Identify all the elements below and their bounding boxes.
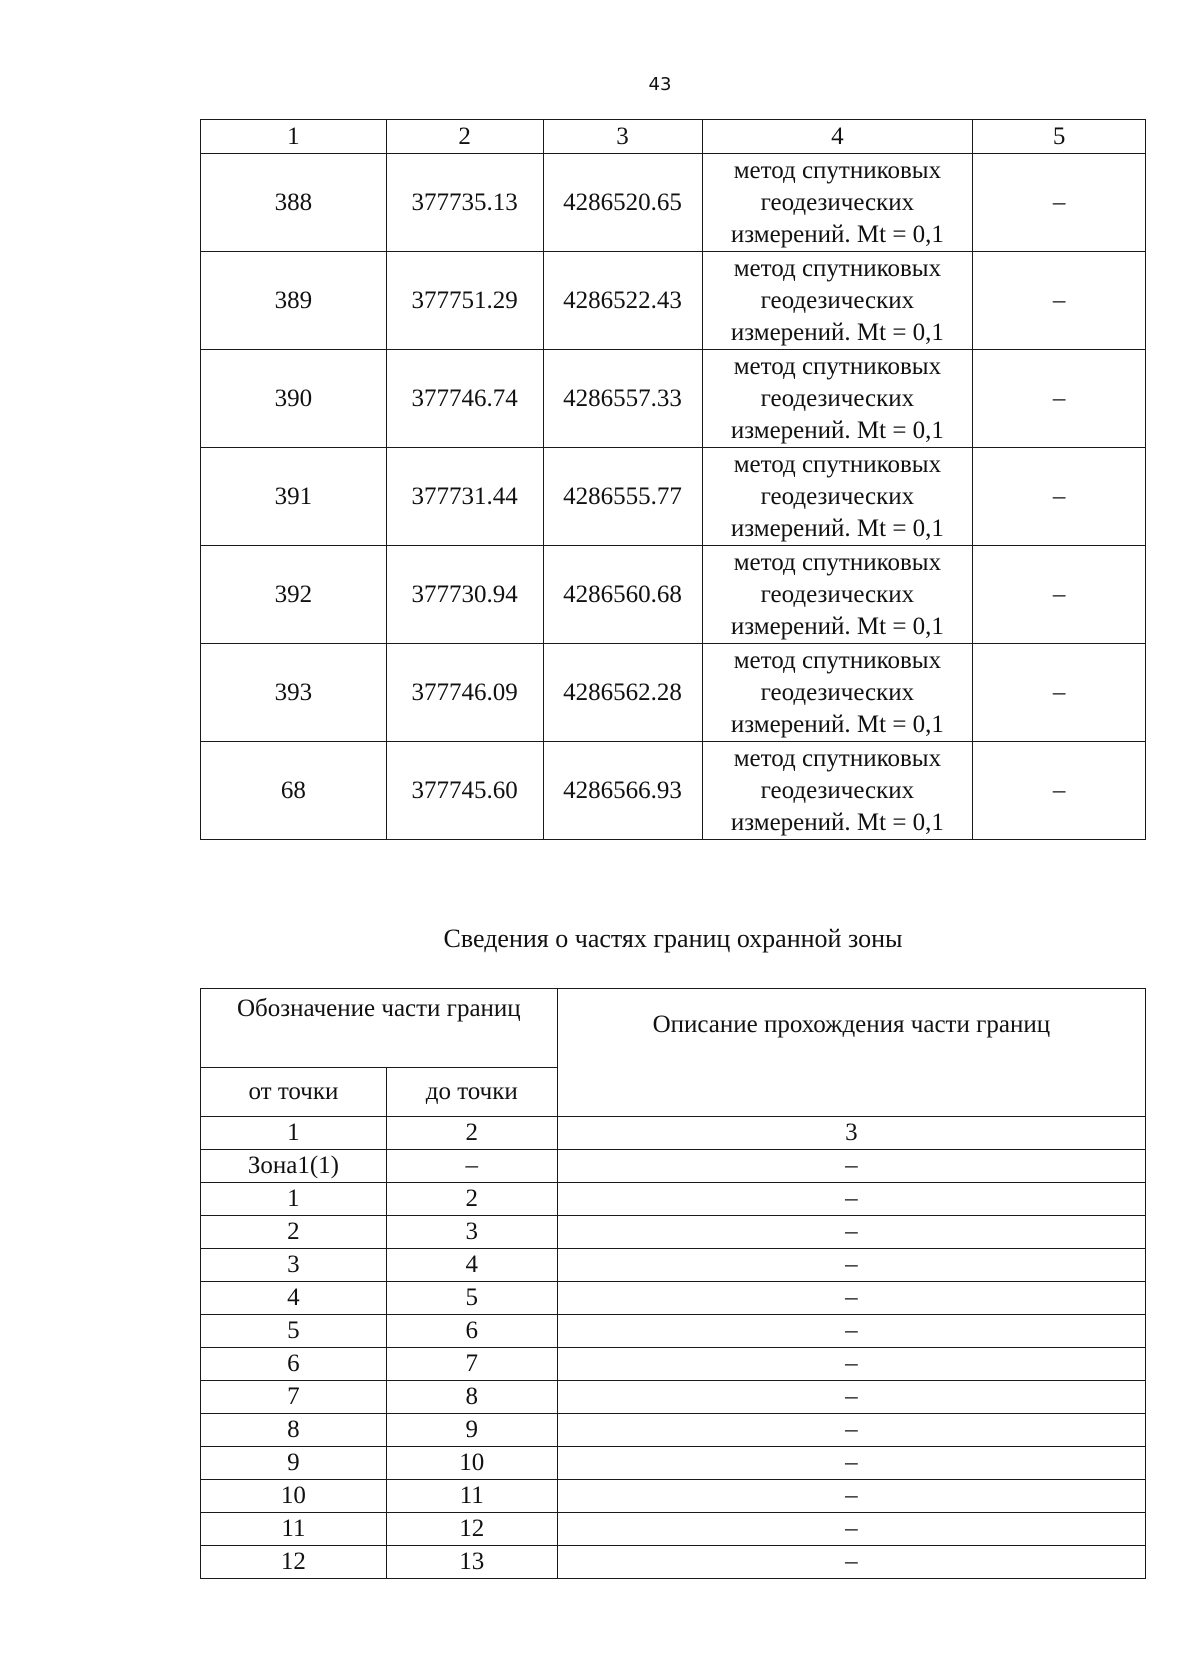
parts-header-row — [201, 989, 1146, 1068]
note-cell: – — [973, 742, 1146, 840]
coordinates-header-row — [201, 120, 1146, 154]
to-point-cell: 11 — [386, 1480, 557, 1513]
boundary-part-row — [201, 1150, 1146, 1183]
coordinate-row — [201, 252, 1146, 350]
to-point-cell: 13 — [386, 1546, 557, 1579]
description-cell: – — [557, 1546, 1145, 1579]
from-point-header: от точки — [201, 1068, 387, 1117]
from-point-cell: 9 — [201, 1447, 387, 1480]
description-cell: – — [557, 1480, 1145, 1513]
boundary-part-row — [201, 1282, 1146, 1315]
page-number: 43 — [648, 74, 672, 95]
from-point-cell: 11 — [201, 1513, 387, 1546]
note-cell: – — [973, 154, 1146, 252]
section-title: Сведения о частях границ охранной зоны — [443, 924, 903, 953]
description-cell: – — [557, 1348, 1145, 1381]
coordinate-row — [201, 350, 1146, 448]
x-coordinate-cell: 377745.60 — [386, 742, 543, 840]
to-point-cell: 2 — [386, 1183, 557, 1216]
coordinate-row — [201, 644, 1146, 742]
coordinate-row — [201, 448, 1146, 546]
to-point-cell: 4 — [386, 1249, 557, 1282]
to-point-cell: 8 — [386, 1381, 557, 1414]
note-cell: – — [973, 644, 1146, 742]
from-point-cell: 7 — [201, 1381, 387, 1414]
y-coordinate-cell: 4286562.28 — [543, 644, 702, 742]
method-cell: метод спутниковых геодезических измерений. Mt = 0,1 — [702, 546, 973, 644]
description-cell: – — [557, 1183, 1145, 1216]
coordinate-row — [201, 742, 1146, 840]
x-coordinate-cell: 377735.13 — [386, 154, 543, 252]
y-coordinate-cell: 4286557.33 — [543, 350, 702, 448]
boundary-part-row — [201, 1183, 1146, 1216]
boundary-part-row — [201, 1315, 1146, 1348]
coordinate-row — [201, 154, 1146, 252]
boundary-part-row — [201, 1249, 1146, 1282]
boundary-part-row — [201, 1381, 1146, 1414]
from-point-cell: 8 — [201, 1414, 387, 1447]
from-point-cell: 6 — [201, 1348, 387, 1381]
note-cell: – — [973, 350, 1146, 448]
note-cell: – — [973, 252, 1146, 350]
x-coordinate-cell: 377746.09 — [386, 644, 543, 742]
description-cell: – — [557, 1249, 1145, 1282]
from-point-cell: 4 — [201, 1282, 387, 1315]
description-cell: – — [557, 1447, 1145, 1480]
y-coordinate-cell: 4286566.93 — [543, 742, 702, 840]
point-number-cell: 392 — [201, 546, 387, 644]
point-number-cell: 391 — [201, 448, 387, 546]
boundary-designation-header: Обозначение части границ — [201, 989, 558, 1068]
point-number-cell: 388 — [201, 154, 387, 252]
x-coordinate-cell: 377730.94 — [386, 546, 543, 644]
from-point-cell: 10 — [201, 1480, 387, 1513]
from-point-cell: Зона1(1) — [201, 1150, 387, 1183]
to-point-cell: 7 — [386, 1348, 557, 1381]
to-point-cell: 9 — [386, 1414, 557, 1447]
column-number-cell: 3 — [543, 120, 702, 154]
boundary-part-row — [201, 1216, 1146, 1249]
from-point-cell: 1 — [201, 1183, 387, 1216]
description-cell: – — [557, 1315, 1145, 1348]
method-cell: метод спутниковых геодезических измерений. Mt = 0,1 — [702, 644, 973, 742]
boundary-parts-table — [200, 988, 1146, 1579]
to-point-cell: 10 — [386, 1447, 557, 1480]
y-coordinate-cell: 4286522.43 — [543, 252, 702, 350]
description-cell: – — [557, 1282, 1145, 1315]
column-number-cell: 5 — [973, 120, 1146, 154]
x-coordinate-cell: 377746.74 — [386, 350, 543, 448]
method-cell: метод спутниковых геодезических измерений. Mt = 0,1 — [702, 448, 973, 546]
from-point-cell: 12 — [201, 1546, 387, 1579]
from-point-cell: 3 — [201, 1249, 387, 1282]
x-coordinate-cell: 377751.29 — [386, 252, 543, 350]
parts-column-numbers-row — [201, 1117, 1146, 1150]
column-number-cell: 1 — [201, 120, 387, 154]
boundary-part-row — [201, 1414, 1146, 1447]
column-number-cell: 1 — [201, 1117, 387, 1150]
method-cell: метод спутниковых геодезических измерений. Mt = 0,1 — [702, 350, 973, 448]
from-point-cell: 2 — [201, 1216, 387, 1249]
method-cell: метод спутниковых геодезических измерений. Mt = 0,1 — [702, 252, 973, 350]
y-coordinate-cell: 4286555.77 — [543, 448, 702, 546]
to-point-cell: 6 — [386, 1315, 557, 1348]
boundary-part-row — [201, 1348, 1146, 1381]
point-number-cell: 68 — [201, 742, 387, 840]
to-point-cell: – — [386, 1150, 557, 1183]
coordinates-table — [200, 119, 1146, 840]
boundary-part-row — [201, 1480, 1146, 1513]
boundary-part-row — [201, 1447, 1146, 1480]
to-point-cell: 3 — [386, 1216, 557, 1249]
x-coordinate-cell: 377731.44 — [386, 448, 543, 546]
y-coordinate-cell: 4286560.68 — [543, 546, 702, 644]
method-cell: метод спутниковых геодезических измерений. Mt = 0,1 — [702, 742, 973, 840]
column-number-cell: 2 — [386, 1117, 557, 1150]
point-number-cell: 390 — [201, 350, 387, 448]
column-number-cell: 3 — [557, 1117, 1145, 1150]
coordinate-row — [201, 546, 1146, 644]
description-cell: – — [557, 1414, 1145, 1447]
description-cell: – — [557, 1216, 1145, 1249]
description-cell: – — [557, 1513, 1145, 1546]
method-cell: метод спутниковых геодезических измерений. Mt = 0,1 — [702, 154, 973, 252]
to-point-header: до точки — [386, 1068, 557, 1117]
description-cell: – — [557, 1381, 1145, 1414]
note-cell: – — [973, 546, 1146, 644]
column-number-cell: 4 — [702, 120, 973, 154]
to-point-cell: 12 — [386, 1513, 557, 1546]
to-point-cell: 5 — [386, 1282, 557, 1315]
point-number-cell: 389 — [201, 252, 387, 350]
column-number-cell: 2 — [386, 120, 543, 154]
y-coordinate-cell: 4286520.65 — [543, 154, 702, 252]
boundary-part-row — [201, 1546, 1146, 1579]
description-cell: – — [557, 1150, 1145, 1183]
boundary-part-row — [201, 1513, 1146, 1546]
from-point-cell: 5 — [201, 1315, 387, 1348]
note-cell: – — [973, 448, 1146, 546]
boundary-description-header: Описание прохождения части границ — [557, 989, 1145, 1117]
point-number-cell: 393 — [201, 644, 387, 742]
